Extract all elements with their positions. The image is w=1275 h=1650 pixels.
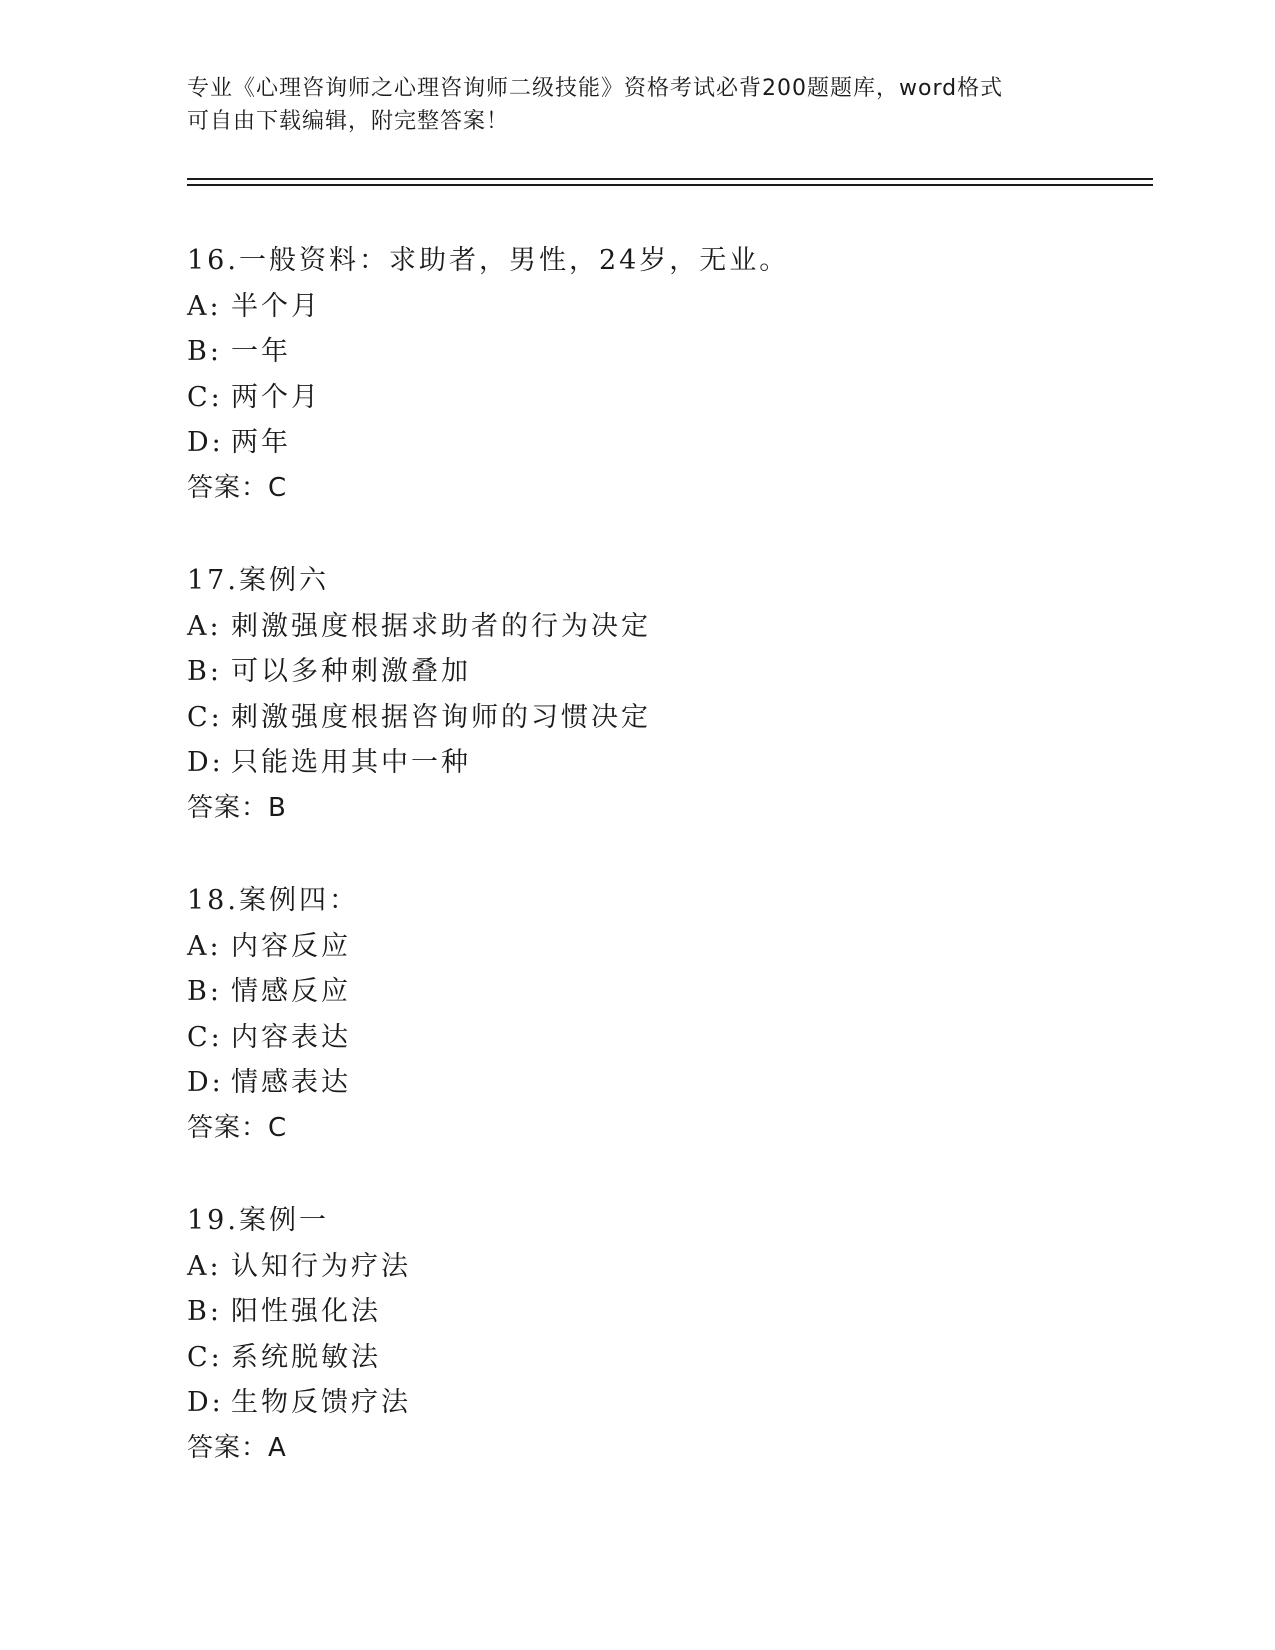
option-key: B: (187, 656, 222, 687)
option-b (187, 329, 1147, 375)
option-a (187, 284, 1147, 330)
option-text: 两年 (231, 427, 291, 458)
option-c (187, 695, 1147, 741)
option-key: C: (187, 381, 223, 413)
option-key: B: (187, 336, 222, 367)
option-key: A: (187, 290, 222, 322)
option-key: D: (187, 1067, 224, 1098)
question-stem: 16.一般资料：求助者，男性，24岁，无业。 (187, 245, 790, 276)
option-text: 情感反应 (231, 976, 351, 1007)
option-text: 内容反应 (231, 930, 351, 962)
option-key: C: (187, 1021, 223, 1053)
option-key: A: (187, 1250, 222, 1282)
option-key: D: (187, 1387, 224, 1418)
header-line-2: 可自由下载编辑，附完整答案！ (187, 109, 510, 134)
option-a (187, 924, 1147, 970)
option-text: 只能选用其中一种 (231, 747, 471, 778)
option-key: C: (187, 1341, 223, 1373)
option-key: A: (187, 930, 222, 962)
option-c (187, 1015, 1147, 1061)
option-text: 一年 (231, 336, 291, 367)
question-stem: 17.案例六 (187, 565, 329, 596)
option-text: 认知行为疗法 (231, 1250, 411, 1282)
option-text: 两个月 (231, 381, 321, 413)
option-text: 生物反馈疗法 (231, 1387, 411, 1418)
option-a (187, 1244, 1147, 1290)
option-c (187, 1335, 1147, 1381)
option-c (187, 375, 1147, 421)
option-text: 内容表达 (231, 1021, 351, 1053)
option-text: 半个月 (231, 290, 321, 322)
answer-line: 答案：B (187, 792, 287, 823)
option-d (187, 1060, 1147, 1106)
option-b (187, 649, 1147, 695)
question-17 (187, 558, 1147, 831)
header-divider-bottom (187, 184, 1153, 186)
question-stem: 18.案例四： (187, 885, 359, 916)
option-key: B: (187, 1296, 222, 1327)
option-d (187, 1380, 1147, 1426)
question-19 (187, 1198, 1147, 1471)
question-18 (187, 878, 1147, 1151)
option-text: 情感表达 (231, 1067, 351, 1098)
question-list (187, 238, 1147, 1518)
option-text: 阳性强化法 (231, 1296, 381, 1327)
option-text: 可以多种刺激叠加 (231, 656, 471, 687)
option-key: C: (187, 701, 223, 733)
answer-line: 答案：C (187, 472, 288, 503)
question-16 (187, 238, 1147, 511)
answer-line: 答案：C (187, 1112, 288, 1143)
option-a (187, 604, 1147, 650)
option-key: D: (187, 747, 224, 778)
option-key: D: (187, 427, 224, 458)
answer-line: 答案：A (187, 1432, 287, 1463)
option-key: A: (187, 610, 222, 642)
option-d (187, 740, 1147, 786)
header-divider-top (187, 178, 1153, 180)
option-key: B: (187, 976, 222, 1007)
option-b (187, 1289, 1147, 1335)
document-header (187, 72, 1087, 138)
option-d (187, 420, 1147, 466)
header-line-1: 专业《心理咨询师之心理咨询师二级技能》资格考试必背200题题库，word格式 (187, 76, 1004, 101)
question-stem: 19.案例一 (187, 1205, 329, 1236)
option-b (187, 969, 1147, 1015)
option-text: 系统脱敏法 (231, 1341, 381, 1373)
option-text: 刺激强度根据咨询师的习惯决定 (231, 701, 651, 733)
option-text: 刺激强度根据求助者的行为决定 (231, 610, 651, 642)
